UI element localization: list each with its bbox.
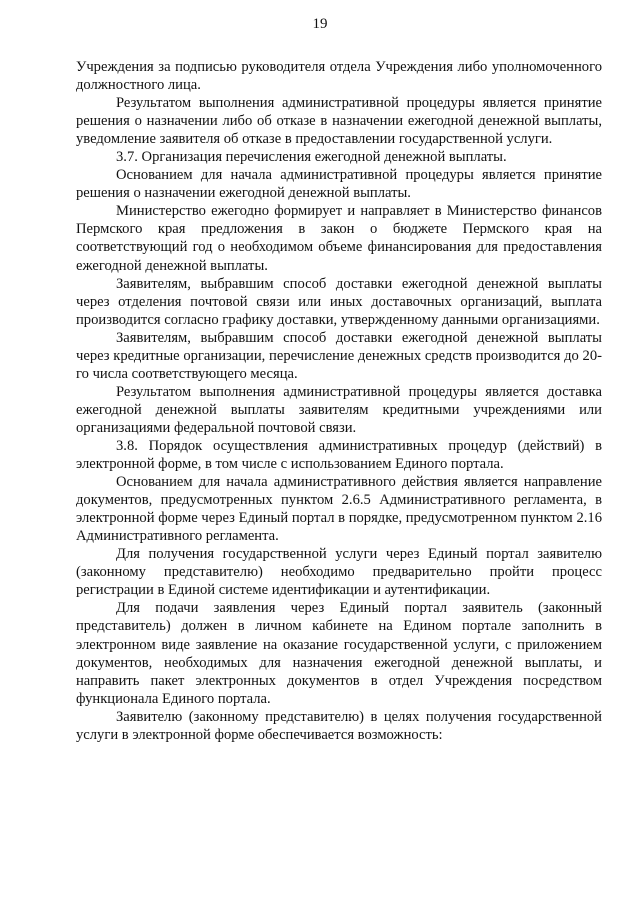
paragraph-result-delivery: Результатом выполнения административной процедуры является доставка ежегодной денежной выплаты заявителям кредитными учреждениями или организациями федеральной почтовой связи. — [76, 383, 602, 436]
section-heading-3-7: 3.7. Организация перечисления ежегодной денежной выплаты. — [116, 149, 507, 166]
document-body — [76, 58, 602, 744]
section-heading-3-8: 3.8. Порядок осуществления административных процедур (действий) в электронной форме, в том числе с использованием Единого портала. — [76, 437, 602, 473]
paragraph-basis-procedure: Основанием для начала административной процедуры является принятие решения о назначении ежегодной денежной выплаты. — [76, 167, 602, 202]
paragraph-credit-delivery: Заявителям, выбравшим способ доставки ежегодной денежной выплаты через кредитные организации, перечисление денежных средств производится до 20-го числа соответствующего месяца. — [76, 329, 602, 382]
paragraph-result-decision: Результатом выполнения административной процедуры является принятие решения о назначении либо об отказе в назначении ежегодной денежной выплаты, уведомление заявителя об отказе в предоставлении государственной услуги. — [76, 95, 602, 148]
page-number: 19 — [312, 16, 328, 32]
paragraph-continuation: Учреждения за подписью руководителя отдела Учреждения либо уполномоченного должностного лица. — [76, 59, 602, 94]
paragraph-ministry-budget: Министерство ежегодно формирует и направляет в Министерство финансов Пермского края предложения в закон о бюджете Пермского края на соответствующий год о необходимом объеме финансирования для предоставления ежегодной денежной выплаты. — [76, 203, 602, 274]
paragraph-applicant-possibility: Заявителю (законному представителю) в целях получения государственной услуги в электронной форме обеспечивается возможность: — [76, 708, 602, 743]
paragraph-registration: Для получения государственной услуги через Единый портал заявителю (законному представителю) необходимо предварительно пройти процесс регистрации в Единой системе идентификации и аутентификации. — [76, 546, 602, 599]
paragraph-basis-electronic: Основанием для начала административного действия является направление документов, предусмотренных пунктом 2.6.5 Административного регламента, в электронной форме через Единый портал в порядке, предусмотренном пунктом 2.16 Административного регламента. — [76, 474, 602, 545]
paragraph-postal-delivery: Заявителям, выбравшим способ доставки ежегодной денежной выплаты через отделения почтовой связи или иных доставочных организаций, выплата производится согласно графику доставки, утвержденному данными организациями. — [76, 275, 602, 328]
paragraph-submission: Для подачи заявления через Единый портал заявитель (законный представитель) должен в личном кабинете на Едином портале заполнить в электронном виде заявление на оказание государственной услуги, с приложением документов, необходимых для назначения ежегодной денежной выплаты, и направить пакет электронных документов в отдел Учреждения посредством функционала Единого портала. — [76, 600, 602, 707]
